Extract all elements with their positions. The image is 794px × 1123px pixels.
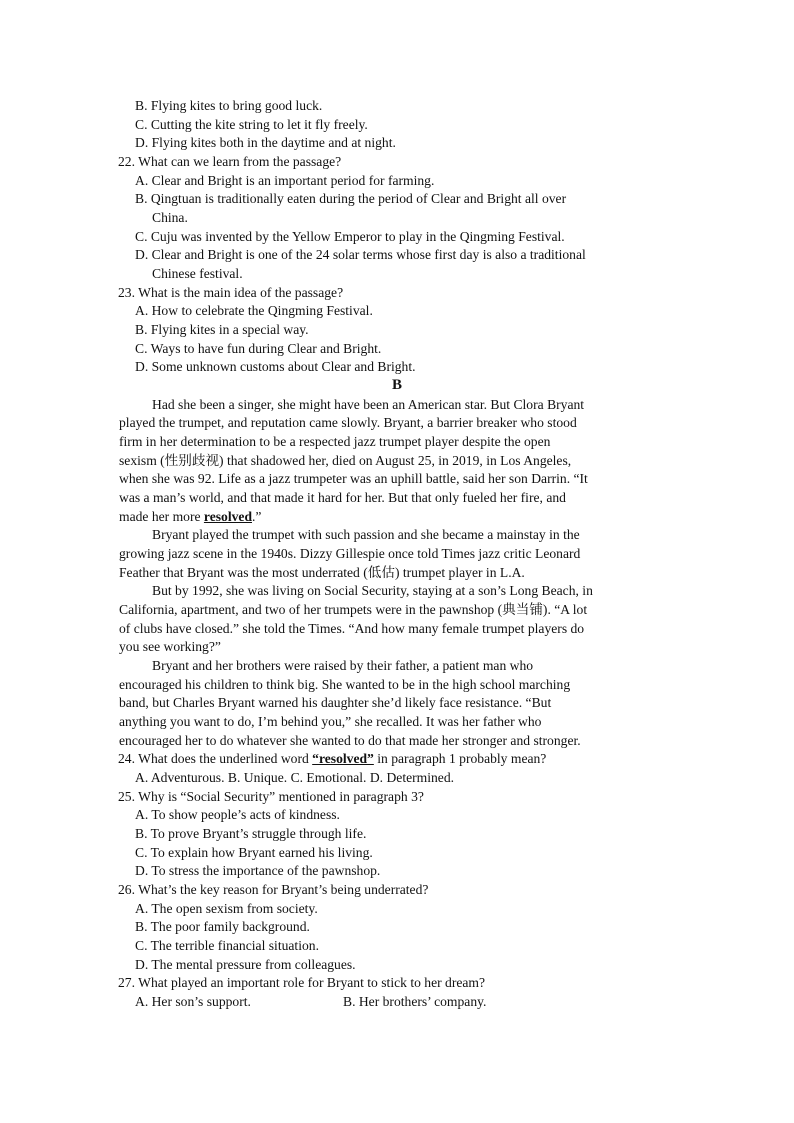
q22-option-a: A. Clear and Bright is an important period for farming. [135, 173, 435, 188]
q21-option-c: C. Cutting the kite string to let it fly freely. [135, 117, 368, 132]
q21-option-d: D. Flying kites both in the daytime and at night. [135, 135, 396, 150]
q22-option-b: B. Qingtuan is traditionally eaten during the period of Clear and Bright all over [135, 191, 567, 206]
q23-option-a: A. How to celebrate the Qingming Festival. [135, 303, 373, 318]
q24-text: 24. What does the underlined word [118, 751, 313, 766]
passage-text: made her more [119, 509, 204, 524]
q25-question: 25. Why is “Social Security” mentioned in paragraph 3? [118, 789, 424, 804]
passage-line: band, but Charles Bryant warned his daughter she’d likely face resistance. “But [119, 695, 552, 710]
q27-option-a: A. Her son’s support. [135, 994, 251, 1009]
passage-line: was a man’s world, and that made it hard for her. But that only fueled her fire, and [119, 490, 566, 505]
q23-option-b: B. Flying kites in a special way. [135, 322, 309, 337]
q23-option-d: D. Some unknown customs about Clear and Bright. [135, 359, 416, 374]
passage-line: But by 1992, she was living on Social Security, staying at a son’s Long Beach, in [152, 583, 593, 598]
q27-option-b: B. Her brothers’ company. [343, 994, 487, 1009]
q23-option-c: C. Ways to have fun during Clear and Bright. [135, 341, 382, 356]
q24-text: in paragraph 1 probably mean? [373, 751, 547, 766]
q22-option-d-cont: Chinese festival. [152, 266, 243, 281]
q26-option-a: A. The open sexism from society. [135, 901, 318, 916]
passage-line: Bryant and her brothers were raised by their father, a patient man who [152, 658, 534, 673]
passage-line-resolved [119, 508, 674, 527]
q22-option-c: C. Cuju was invented by the Yellow Emperor to play in the Qingming Festival. [135, 229, 565, 244]
passage-line: sexism (性别歧视) that shadowed her, died on August 25, in 2019, in Los Angeles, [119, 453, 572, 468]
passage-line: when she was 92. Life as a jazz trumpeter was an uphill battle, said her son Darrin. “It [119, 471, 588, 486]
passage-text: .” [252, 509, 262, 524]
q25-option-c: C. To explain how Bryant earned his living. [135, 845, 373, 860]
passage-line: encouraged his children to think big. She wanted to be in the high school marching [119, 677, 571, 692]
q26-option-d: D. The mental pressure from colleagues. [135, 957, 356, 972]
q23-question: 23. What is the main idea of the passage? [118, 285, 344, 300]
passage-line: of clubs have closed.” she told the Times. “And how many female trumpet players do [119, 621, 585, 636]
q25-option-d: D. To stress the importance of the pawnshop. [135, 863, 381, 878]
q24-options: A. Adventurous. B. Unique. C. Emotional. D. Determined. [135, 770, 455, 785]
passage-line: California, apartment, and two of her trumpets were in the pawnshop (典当铺). “A lot [119, 602, 588, 617]
passage-line: you see working?” [119, 639, 221, 654]
q25-option-a: A. To show people’s acts of kindness. [135, 807, 340, 822]
underlined-word: resolved [203, 509, 252, 524]
passage-line: played the trumpet, and reputation came slowly. Bryant, a barrier breaker who stood [119, 415, 577, 430]
passage-line: Feather that Bryant was the most underrated (低估) trumpet player in L.A. [119, 565, 525, 580]
q26-option-b: B. The poor family background. [135, 919, 310, 934]
q27-question: 27. What played an important role for Bryant to stick to her dream? [118, 975, 486, 990]
q26-question: 26. What’s the key reason for Bryant’s being underrated? [118, 882, 429, 897]
q22-option-d: D. Clear and Bright is one of the 24 solar terms whose first day is also a traditional [135, 247, 586, 262]
q22-question: 22. What can we learn from the passage? [118, 154, 342, 169]
passage-line: Bryant played the trumpet with such passion and she became a mainstay in the [152, 527, 580, 542]
passage-line: firm in her determination to be a respected jazz trumpet player despite the open [119, 434, 551, 449]
q21-option-b: B. Flying kites to bring good luck. [135, 98, 323, 113]
q26-option-c: C. The terrible financial situation. [135, 938, 319, 953]
passage-line: anything you want to do, I’m behind you,” she recalled. It was her father who [119, 714, 542, 729]
section-heading: B [391, 377, 402, 393]
q22-option-b-cont: China. [152, 210, 188, 225]
q24-underlined-word: “resolved” [312, 751, 374, 766]
q24-question [118, 750, 546, 769]
passage-line: growing jazz scene in the 1940s. Dizzy Gillespie once told Times jazz critic Leonard [119, 546, 581, 561]
q25-option-b: B. To prove Bryant’s struggle through life. [135, 826, 367, 841]
passage-line: encouraged her to do whatever she wanted to do that made her stronger and stronger. [119, 733, 581, 748]
passage-line: Had she been a singer, she might have been an American star. But Clora Bryant [152, 397, 585, 412]
